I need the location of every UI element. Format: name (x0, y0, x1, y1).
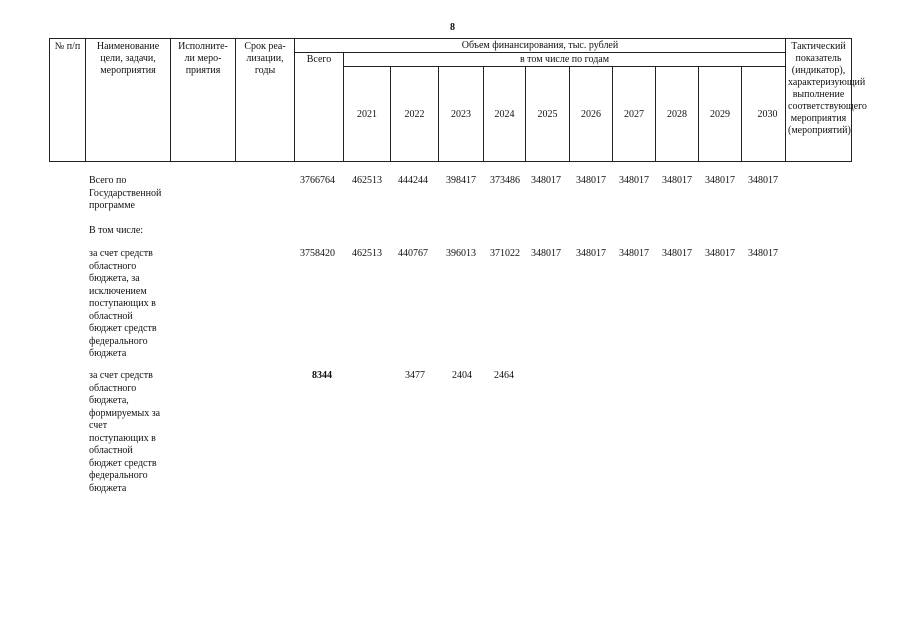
row-value: 440767 (398, 248, 428, 259)
row-value: 371022 (490, 248, 520, 259)
row-value: 348017 (576, 248, 606, 259)
row-value: 348017 (576, 175, 606, 186)
header-year: 2025 (525, 66, 570, 162)
header-financing: Объем финансирования, тыс. рублей (294, 38, 786, 53)
row-total: 3758420 (300, 248, 335, 259)
header-col-number: № п/п (49, 38, 86, 162)
header-col-executor: Исполните-ли меро-приятия (170, 38, 236, 162)
header-year: 2021 (343, 66, 391, 162)
row-value: 462513 (352, 175, 382, 186)
header-year: 2022 (390, 66, 439, 162)
header-indicator: Тактический показатель (индикатор), характеризующий выполнение соответствующего мероприятия (мероприятий) (785, 38, 852, 162)
row-value: 373486 (490, 175, 520, 186)
row-value: 348017 (531, 175, 561, 186)
header-year: 2023 (438, 66, 484, 162)
header-by-years: в том числе по годам (343, 52, 786, 67)
row-value: 348017 (705, 248, 735, 259)
row-label: за счет средств областного бюджета, формируемых за счет поступающих в областной бюджет средств федерального бюджета (89, 370, 161, 494)
row-value: 2464 (494, 370, 514, 381)
row-value: 348017 (662, 175, 692, 186)
row-value: 398417 (446, 175, 476, 186)
row-value: 348017 (619, 248, 649, 259)
header-year: 2026 (569, 66, 613, 162)
row-value: 348017 (705, 175, 735, 186)
header-col-name: Наименование цели, задачи, мероприятия (85, 38, 171, 162)
row-value: 348017 (748, 175, 778, 186)
row-label: Всего по Государственной программе (89, 175, 162, 211)
row-label: В том числе: (89, 225, 144, 236)
page-number: 8 (450, 22, 455, 33)
row-value: 444244 (398, 175, 428, 186)
row-label: за счет средств областного бюджета, за исключением поступающих в областной бюджет средств федерального бюджета (89, 248, 157, 359)
row-total: 8344 (312, 370, 332, 381)
header-year: 2028 (655, 66, 699, 162)
row-value: 348017 (748, 248, 778, 259)
row-value: 396013 (446, 248, 476, 259)
row-value: 348017 (531, 248, 561, 259)
row-value: 348017 (662, 248, 692, 259)
row-value: 462513 (352, 248, 382, 259)
row-value: 2404 (452, 370, 472, 381)
header-year: 2029 (698, 66, 742, 162)
row-total: 3766764 (300, 175, 335, 186)
header-year: 2030 (741, 66, 786, 162)
row-value: 3477 (405, 370, 425, 381)
header-total: Всего (294, 52, 344, 162)
header-year: 2024 (483, 66, 526, 162)
row-value: 348017 (619, 175, 649, 186)
header-col-term: Срок реа-лизации, годы (235, 38, 295, 162)
header-year: 2027 (612, 66, 656, 162)
